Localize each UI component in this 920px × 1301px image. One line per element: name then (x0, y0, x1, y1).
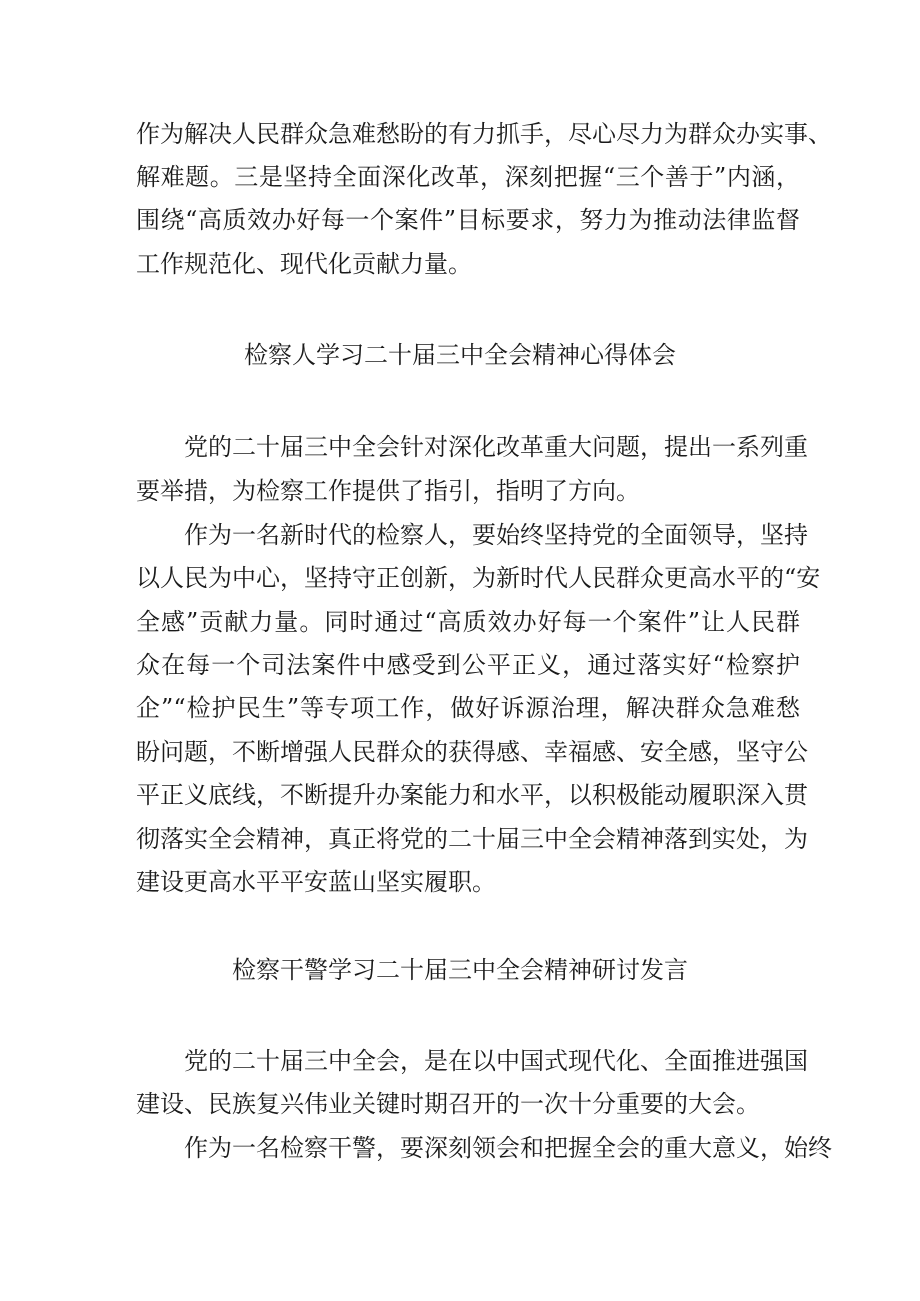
text-line: 作为一名新时代的检察人，要始终坚持党的全面领导，坚持 (184, 521, 808, 549)
section-title: 检察人学习二十届三中全会精神心得体会 (244, 341, 676, 369)
text-line: 党的二十届三中全会，是在以中国式现代化、全面推进强国 (184, 1047, 808, 1075)
text-line: 要举措，为检察工作提供了指引，指明了方向。 (136, 477, 640, 505)
text-line: 作为一名检察干警，要深刻领会和把握全会的重大意义，始终 (184, 1134, 832, 1162)
text-line: 解难题。三是坚持全面深化改革，深刻把握“三个善于”内涵， (136, 163, 800, 191)
text-line: 党的二十届三中全会针对深化改革重大问题，提出一系列重 (184, 433, 808, 461)
section-title: 检察干警学习二十届三中全会精神研讨发言 (232, 956, 688, 984)
text-line: 工作规范化、现代化贡献力量。 (136, 250, 472, 278)
text-line: 建设、民族复兴伟业关键时期召开的一次十分重要的大会。 (136, 1090, 760, 1118)
text-line: 盼问题，不断增强人民群众的获得感、幸福感、安全感，坚守公 (136, 738, 808, 766)
text-line: 企”“检护民生”等专项工作，做好诉源治理，解决群众急难愁 (136, 694, 800, 722)
text-line: 平正义底线，不断提升办案能力和水平，以积极能动履职深入贯 (136, 781, 808, 809)
text-line: 建设更高水平平安蓝山坚实履职。 (136, 868, 496, 896)
text-line: 围绕“高质效办好每一个案件”目标要求，努力为推动法律监督 (136, 206, 800, 234)
text-line: 以人民为中心，坚持守正创新，为新时代人民群众更高水平的“安 (136, 564, 821, 592)
text-line: 彻落实全会精神，真正将党的二十届三中全会精神落到实处，为 (136, 825, 808, 853)
text-line: 众在每一个司法案件中感受到公平正义，通过落实好“检察护 (136, 651, 800, 679)
text-line: 全感”贡献力量。同时通过“高质效办好每一个案件”让人民群 (136, 608, 800, 636)
text-line: 作为解决人民群众急难愁盼的有力抓手，尽心尽力为群众办实事、 (136, 120, 832, 148)
